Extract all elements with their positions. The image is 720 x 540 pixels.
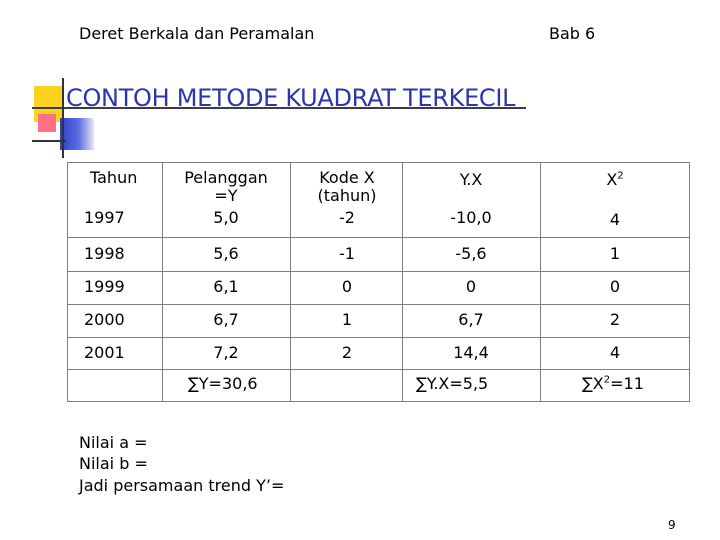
least-squares-table	[67, 162, 690, 402]
table-divider	[68, 271, 689, 272]
cell-tahun: 1998	[84, 244, 125, 263]
header-x2-exponent: 2	[617, 170, 624, 182]
cell-y: 5,6	[213, 244, 239, 263]
cell-x2: 0	[609, 277, 621, 296]
page-number: 9	[668, 518, 676, 532]
header-yx: Y.X	[459, 170, 483, 189]
header-kode-x	[318, 169, 377, 205]
cell-y: 6,1	[213, 277, 239, 296]
note-trend-equation: Jadi persamaan trend Y’=	[79, 476, 285, 495]
header-pelanggan-line2: =Y	[214, 186, 238, 205]
decor-vertical-line	[62, 78, 64, 158]
total-x2-base: X	[592, 374, 604, 393]
cell-x2: 4	[609, 343, 621, 362]
cell-yx: -10,0	[450, 208, 492, 227]
table-divider	[68, 304, 689, 305]
note-nilai-a: Nilai a =	[79, 433, 148, 452]
cell-yx: 14,4	[453, 343, 489, 362]
decor-blue-square	[60, 118, 94, 150]
table-divider	[162, 163, 163, 401]
sum-symbol: ∑	[582, 374, 593, 393]
total-yx-value: Y.X=5,5	[426, 374, 489, 393]
header-x-squared	[606, 171, 623, 189]
cell-x2: 2	[609, 310, 621, 329]
decor-short-line	[32, 140, 66, 142]
table-divider	[290, 163, 291, 401]
header-pelanggan-line1: Pelanggan	[184, 168, 268, 187]
cell-x: 2	[341, 343, 353, 362]
total-x2-value: =11	[610, 374, 644, 393]
note-nilai-b: Nilai b =	[79, 454, 148, 473]
cell-x: 1	[341, 310, 353, 329]
table-divider	[68, 369, 689, 370]
header-x2-base: X	[606, 170, 618, 189]
header-chapter-text: Bab 6	[549, 24, 596, 43]
cell-x2: 1	[609, 244, 621, 263]
cell-x2: 4	[609, 210, 621, 229]
cell-x: -1	[339, 244, 355, 263]
table-divider	[68, 237, 689, 238]
slide-title: CONTOH METODE KUADRAT TERKECIL	[66, 84, 516, 112]
table-divider	[540, 163, 541, 401]
total-x2-exponent: 2	[603, 374, 611, 386]
table-divider	[402, 163, 403, 401]
cell-yx: 0	[465, 277, 477, 296]
header-tahun: Tahun	[90, 168, 138, 187]
total-x2	[582, 375, 644, 393]
total-y-value: Y=30,6	[198, 374, 258, 393]
cell-x: -2	[339, 208, 355, 227]
cell-y: 5,0	[213, 208, 239, 227]
cell-tahun: 1999	[84, 277, 125, 296]
table-divider	[68, 337, 689, 338]
total-y	[188, 375, 258, 393]
header-kode-line1: Kode X	[319, 168, 375, 187]
cell-x: 0	[341, 277, 353, 296]
sum-symbol: ∑	[416, 374, 427, 393]
header-pelanggan	[184, 169, 268, 205]
decor-pink-square	[38, 114, 56, 132]
cell-tahun: 2000	[84, 310, 125, 329]
cell-tahun: 2001	[84, 343, 125, 362]
header-kode-line2: (tahun)	[317, 186, 377, 205]
total-yx	[416, 375, 488, 393]
sum-symbol: ∑	[188, 374, 199, 393]
cell-yx: -5,6	[455, 244, 487, 263]
cell-tahun: 1997	[84, 208, 125, 227]
cell-y: 7,2	[213, 343, 239, 362]
cell-yx: 6,7	[458, 310, 484, 329]
header-left-text: Deret Berkala dan Peramalan	[79, 24, 315, 43]
cell-y: 6,7	[213, 310, 239, 329]
